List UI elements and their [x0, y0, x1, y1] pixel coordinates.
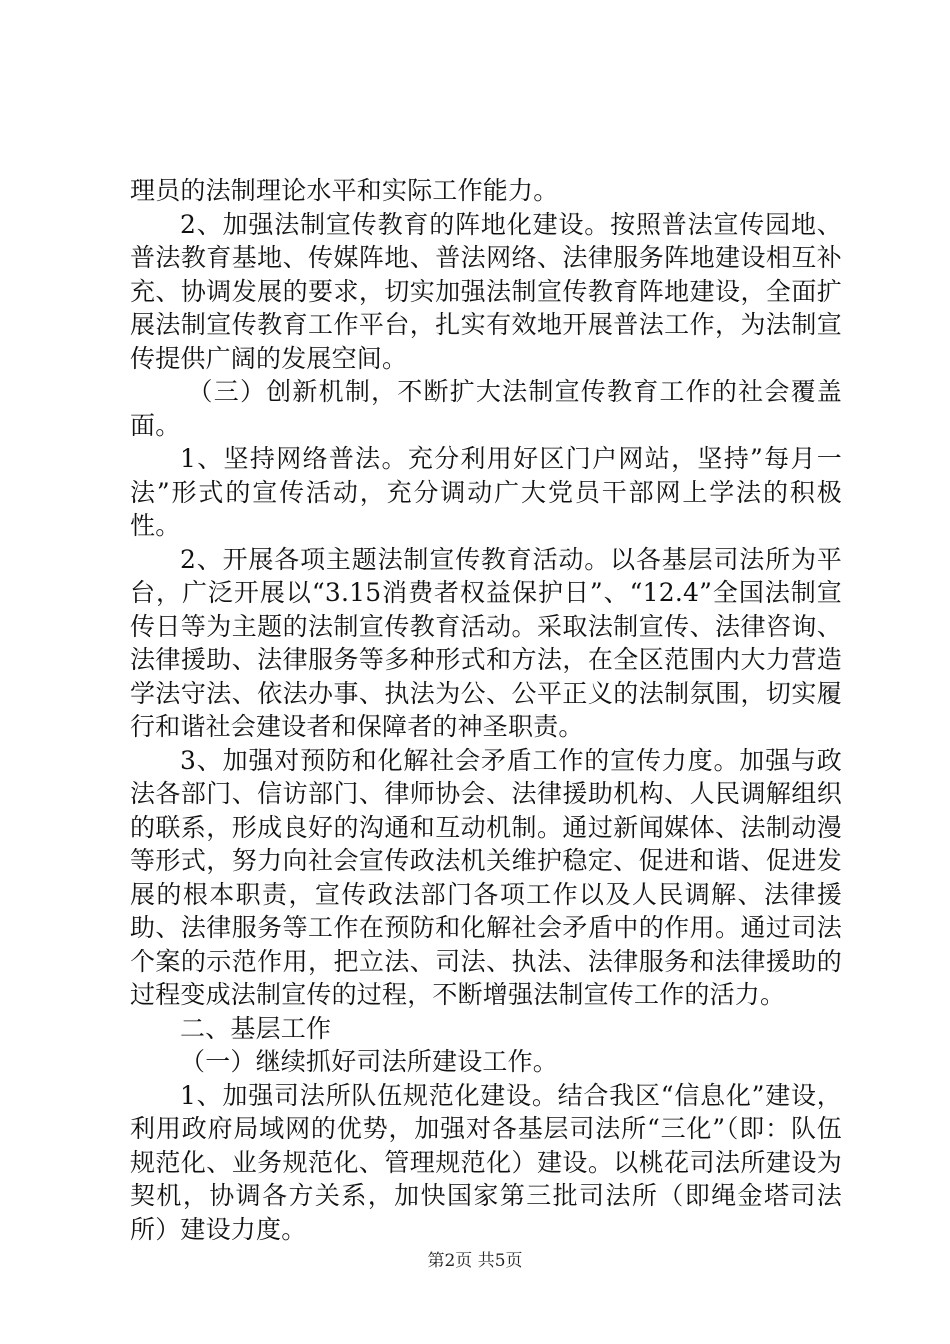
page-number-footer: 第2页 共5页	[427, 1251, 523, 1271]
section-heading-grassroots: 二、基层工作	[180, 1013, 332, 1043]
paragraph-continuation: 理员的法制理论水平和实际工作能力。	[130, 176, 559, 205]
paragraph-item-3-conflict-prevention: 3、加强对预防和化解社会矛盾工作的宣传力度。加强与政法各部门、信访部门、律师协会、法律援助机构、人民调解组织的联系，形成良好的沟通和互动机制。通过新闻媒体、法制动漫等形式，努力向社会宣传政法机关维护稳定、促进和谐、促进发展的根本职责，宣传政法部门各项工作以及人民调解、法律援助、法律服务等工作在预防和化解社会矛盾中的作用。通过司法个案的示范作用，把立法、司法、执法、法律服务和法律援助的过程变成法制宣传的过程，不断增强法制宣传工作的活力。	[130, 745, 842, 1009]
paragraph-item-1-team-building: 1、加强司法所队伍规范化建设。结合我区“信息化”建设，利用政府局域网的优势，加强对各基层司法所“三化”（即：队伍规范化、业务规范化、管理规范化）建设。以桃花司法所建设为契机，协调各方关系，加快国家第三批司法所（即绳金塔司法所）建设力度。	[130, 1080, 842, 1244]
paragraph-item-2-themed-activities: 2、开展各项主题法制宣传教育活动。以各基层司法所为平台，广泛开展以“3.15消费者权益保护日”、“12.4”全国法制宣传日等为主题的法制宣传教育活动。采取法制宣传、法律咨询、法律援助、法律服务等多种形式和方法，在全区范围内大力营造学法守法、依法办事、执法为公、公平正义的法制氛围，切实履行和谐社会建设者和保障者的神圣职责。	[130, 544, 842, 741]
paragraph-item-1-network: 1、坚持网络普法。充分利用好区门户网站，坚持”每月一法”形式的宣传活动，充分调动广大党员干部网上学法的积极性。	[130, 444, 842, 540]
paragraph-item-2-position-building: 2、加强法制宣传教育的阵地化建设。按照普法宣传园地、普法教育基地、传媒阵地、普法网络、法律服务阵地建设相互补充、协调发展的要求，切实加强法制宣传教育阵地建设，全面扩展法制宣传教育工作平台，扎实有效地开展普法工作，为法制宣传提供广阔的发展空间。	[130, 209, 842, 373]
document-body	[130, 174, 842, 1246]
section-heading-innovation: （三）创新机制，不断扩大法制宣传教育工作的社会覆盖面。	[130, 377, 842, 440]
subsection-heading-judicial-office: （一）继续抓好司法所建设工作。	[180, 1047, 559, 1076]
